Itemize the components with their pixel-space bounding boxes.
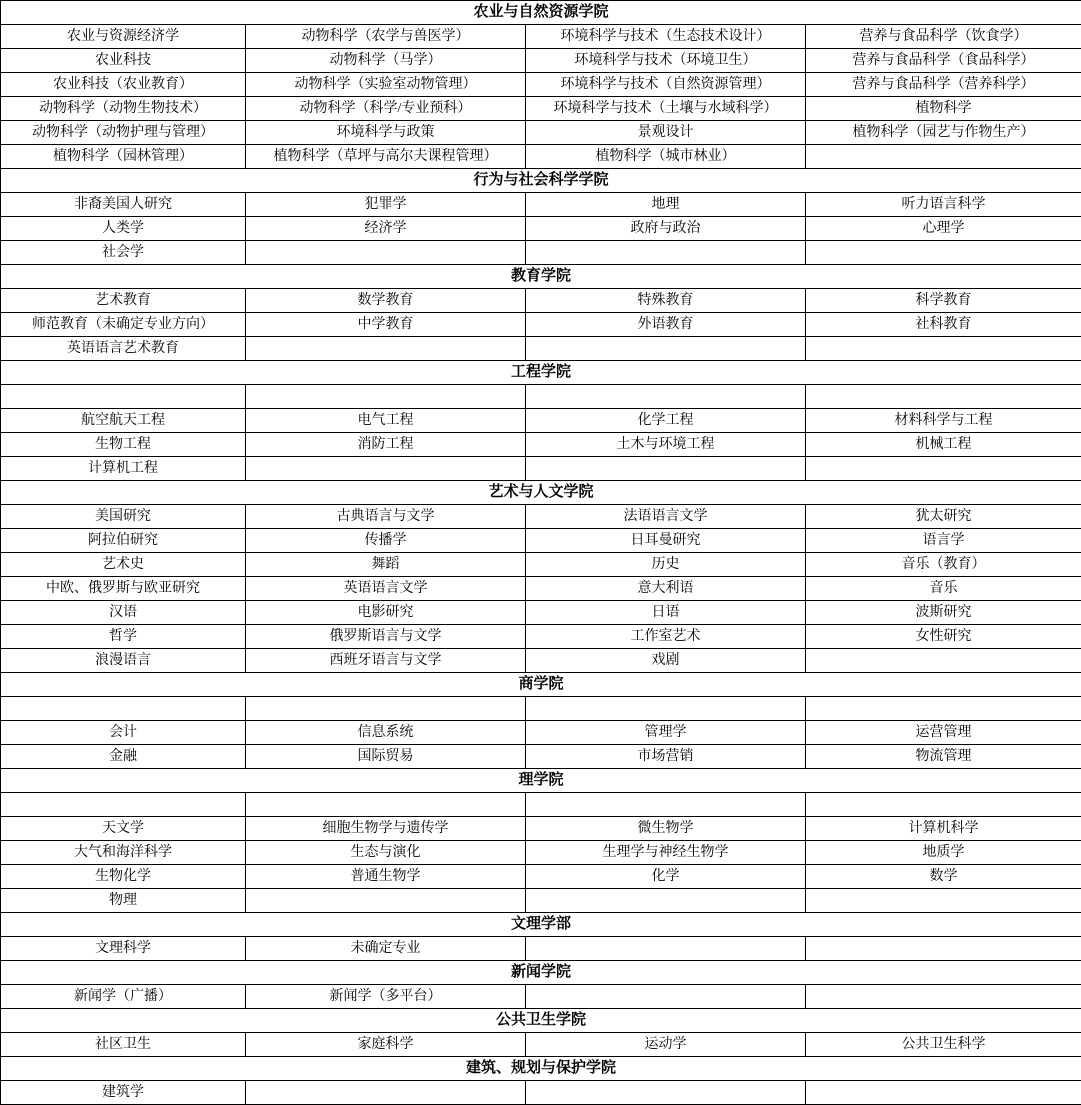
program-cell: 天文学 xyxy=(1,817,246,841)
table-row xyxy=(1,721,1081,745)
table-row xyxy=(1,217,1081,241)
program-cell: 犯罪学 xyxy=(246,193,526,217)
empty-cell xyxy=(246,241,526,265)
program-cell: 文理科学 xyxy=(1,937,246,961)
table-row xyxy=(1,817,1081,841)
empty-cell xyxy=(246,1081,526,1105)
program-cell: 管理学 xyxy=(526,721,806,745)
college-header-row xyxy=(1,961,1081,985)
college-header: 建筑、规划与保护学院 xyxy=(1,1057,1081,1081)
program-cell: 英语语言艺术教育 xyxy=(1,337,246,361)
table-row xyxy=(1,841,1081,865)
program-cell: 生态与演化 xyxy=(246,841,526,865)
empty-cell xyxy=(246,337,526,361)
college-header-row xyxy=(1,265,1081,289)
empty-cell xyxy=(806,457,1081,481)
program-cell: 建筑学 xyxy=(1,1081,246,1105)
program-cell: 植物科学 xyxy=(806,97,1081,121)
program-cell: 市场营销 xyxy=(526,745,806,769)
college-header: 教育学院 xyxy=(1,265,1081,289)
empty-cell xyxy=(806,889,1081,913)
program-cell: 环境科学与技术（土壤与水域科学） xyxy=(526,97,806,121)
college-header: 新闻学院 xyxy=(1,961,1081,985)
program-cell: 运营管理 xyxy=(806,721,1081,745)
empty-cell xyxy=(526,457,806,481)
college-header: 商学院 xyxy=(1,673,1081,697)
table-row xyxy=(1,601,1081,625)
program-cell: 消防工程 xyxy=(246,433,526,457)
college-header: 艺术与人文学院 xyxy=(1,481,1081,505)
empty-cell xyxy=(1,697,246,721)
program-cell: 会计 xyxy=(1,721,246,745)
program-cell: 电影研究 xyxy=(246,601,526,625)
empty-cell xyxy=(1,385,246,409)
program-cell: 动物科学（实验室动物管理） xyxy=(246,73,526,97)
program-cell: 土木与环境工程 xyxy=(526,433,806,457)
program-cell: 传播学 xyxy=(246,529,526,553)
table-row xyxy=(1,241,1081,265)
program-cell: 阿拉伯研究 xyxy=(1,529,246,553)
table-row xyxy=(1,337,1081,361)
program-cell: 公共卫生科学 xyxy=(806,1033,1081,1057)
program-cell: 日语 xyxy=(526,601,806,625)
program-cell: 社区卫生 xyxy=(1,1033,246,1057)
program-cell: 数学教育 xyxy=(246,289,526,313)
table-row xyxy=(1,889,1081,913)
empty-cell xyxy=(806,985,1081,1009)
table-row xyxy=(1,49,1081,73)
program-cell: 营养与食品科学（食品科学） xyxy=(806,49,1081,73)
program-cell: 非裔美国人研究 xyxy=(1,193,246,217)
table-row xyxy=(1,649,1081,673)
program-cell: 心理学 xyxy=(806,217,1081,241)
program-cell: 农业科技（农业教育） xyxy=(1,73,246,97)
program-cell: 植物科学（园艺与作物生产） xyxy=(806,121,1081,145)
program-cell: 材料科学与工程 xyxy=(806,409,1081,433)
table-row xyxy=(1,1033,1081,1057)
college-header-row xyxy=(1,1057,1081,1081)
table-row xyxy=(1,553,1081,577)
empty-cell xyxy=(806,697,1081,721)
program-cell: 中学教育 xyxy=(246,313,526,337)
table-row xyxy=(1,1081,1081,1105)
program-cell: 哲学 xyxy=(1,625,246,649)
college-header: 理学院 xyxy=(1,769,1081,793)
program-cell: 中欧、俄罗斯与欧亚研究 xyxy=(1,577,246,601)
program-cell: 动物科学（马学） xyxy=(246,49,526,73)
college-header-row xyxy=(1,361,1081,385)
program-cell: 政府与政治 xyxy=(526,217,806,241)
program-cell: 人类学 xyxy=(1,217,246,241)
table-row xyxy=(1,97,1081,121)
table-row xyxy=(1,193,1081,217)
table-row xyxy=(1,433,1081,457)
empty-cell xyxy=(806,145,1081,169)
table-row xyxy=(1,697,1081,721)
table-row xyxy=(1,73,1081,97)
empty-cell xyxy=(246,697,526,721)
empty-cell xyxy=(246,793,526,817)
program-cell: 生理学与神经生物学 xyxy=(526,841,806,865)
program-cell: 细胞生物学与遗传学 xyxy=(246,817,526,841)
table-row xyxy=(1,289,1081,313)
program-cell: 日耳曼研究 xyxy=(526,529,806,553)
program-cell: 意大利语 xyxy=(526,577,806,601)
program-cell: 环境科学与技术（环境卫生） xyxy=(526,49,806,73)
college-header-row xyxy=(1,169,1081,193)
college-header: 工程学院 xyxy=(1,361,1081,385)
program-cell: 物理 xyxy=(1,889,246,913)
program-cell: 新闻学（广播） xyxy=(1,985,246,1009)
table-row xyxy=(1,385,1081,409)
table-row xyxy=(1,145,1081,169)
program-cell: 家庭科学 xyxy=(246,1033,526,1057)
program-cell: 动物科学（动物护理与管理） xyxy=(1,121,246,145)
program-cell: 农业科技 xyxy=(1,49,246,73)
table-body xyxy=(1,1,1081,1105)
program-cell: 历史 xyxy=(526,553,806,577)
program-cell: 电气工程 xyxy=(246,409,526,433)
empty-cell xyxy=(246,457,526,481)
table-row xyxy=(1,865,1081,889)
table-row xyxy=(1,457,1081,481)
program-cell: 浪漫语言 xyxy=(1,649,246,673)
table-row xyxy=(1,985,1081,1009)
program-cell: 音乐（教育） xyxy=(806,553,1081,577)
program-cell: 计算机科学 xyxy=(806,817,1081,841)
college-header-row xyxy=(1,1,1081,25)
program-cell: 西班牙语言与文学 xyxy=(246,649,526,673)
empty-cell xyxy=(526,937,806,961)
program-cell: 科学教育 xyxy=(806,289,1081,313)
table-row xyxy=(1,793,1081,817)
empty-cell xyxy=(806,241,1081,265)
program-cell: 运动学 xyxy=(526,1033,806,1057)
college-header-row xyxy=(1,481,1081,505)
table-row xyxy=(1,529,1081,553)
program-cell: 特殊教育 xyxy=(526,289,806,313)
college-header-row xyxy=(1,913,1081,937)
empty-cell xyxy=(526,889,806,913)
program-cell: 未确定专业 xyxy=(246,937,526,961)
empty-cell xyxy=(806,937,1081,961)
program-cell: 艺术教育 xyxy=(1,289,246,313)
program-cell: 航空航天工程 xyxy=(1,409,246,433)
program-cell: 植物科学（草坪与高尔夫课程管理） xyxy=(246,145,526,169)
table-row xyxy=(1,625,1081,649)
program-cell: 农业与资源经济学 xyxy=(1,25,246,49)
program-cell: 地理 xyxy=(526,193,806,217)
college-header-row xyxy=(1,673,1081,697)
college-header: 农业与自然资源学院 xyxy=(1,1,1081,25)
program-cell: 环境科学与技术（生态技术设计） xyxy=(526,25,806,49)
empty-cell xyxy=(806,649,1081,673)
program-cell: 动物科学（农学与兽医学） xyxy=(246,25,526,49)
program-cell: 古典语言与文学 xyxy=(246,505,526,529)
program-cell: 国际贸易 xyxy=(246,745,526,769)
college-header: 文理学部 xyxy=(1,913,1081,937)
program-cell: 戏剧 xyxy=(526,649,806,673)
empty-cell xyxy=(526,697,806,721)
program-cell: 经济学 xyxy=(246,217,526,241)
table-row xyxy=(1,745,1081,769)
program-cell: 汉语 xyxy=(1,601,246,625)
program-cell: 环境科学与技术（自然资源管理） xyxy=(526,73,806,97)
table-row xyxy=(1,409,1081,433)
empty-cell xyxy=(806,337,1081,361)
table-row xyxy=(1,25,1081,49)
program-cell: 音乐 xyxy=(806,577,1081,601)
program-cell: 社科教育 xyxy=(806,313,1081,337)
empty-cell xyxy=(526,241,806,265)
college-header: 公共卫生学院 xyxy=(1,1009,1081,1033)
program-cell: 动物科学（科学/专业预科） xyxy=(246,97,526,121)
program-cell: 物流管理 xyxy=(806,745,1081,769)
program-cell: 外语教育 xyxy=(526,313,806,337)
program-cell: 化学 xyxy=(526,865,806,889)
college-header-row xyxy=(1,1009,1081,1033)
program-cell: 法语语言文学 xyxy=(526,505,806,529)
college-header: 行为与社会科学学院 xyxy=(1,169,1081,193)
program-cell: 艺术史 xyxy=(1,553,246,577)
empty-cell xyxy=(526,985,806,1009)
college-header-row xyxy=(1,769,1081,793)
empty-cell xyxy=(246,385,526,409)
program-cell: 景观设计 xyxy=(526,121,806,145)
program-cell: 舞蹈 xyxy=(246,553,526,577)
empty-cell xyxy=(526,1081,806,1105)
program-cell: 普通生物学 xyxy=(246,865,526,889)
empty-cell xyxy=(526,337,806,361)
program-cell: 新闻学（多平台） xyxy=(246,985,526,1009)
table-row xyxy=(1,313,1081,337)
empty-cell xyxy=(526,385,806,409)
program-cell: 美国研究 xyxy=(1,505,246,529)
program-cell: 机械工程 xyxy=(806,433,1081,457)
program-cell: 植物科学（园林管理） xyxy=(1,145,246,169)
program-cell: 波斯研究 xyxy=(806,601,1081,625)
empty-cell xyxy=(526,793,806,817)
program-cell: 大气和海洋科学 xyxy=(1,841,246,865)
program-cell: 俄罗斯语言与文学 xyxy=(246,625,526,649)
empty-cell xyxy=(806,1081,1081,1105)
empty-cell xyxy=(806,793,1081,817)
program-cell: 植物科学（城市林业） xyxy=(526,145,806,169)
program-cell: 英语语言文学 xyxy=(246,577,526,601)
program-cell: 听力语言科学 xyxy=(806,193,1081,217)
table-row xyxy=(1,577,1081,601)
program-cell: 计算机工程 xyxy=(1,457,246,481)
program-cell: 工作室艺术 xyxy=(526,625,806,649)
program-cell: 师范教育（未确定专业方向） xyxy=(1,313,246,337)
program-cell: 化学工程 xyxy=(526,409,806,433)
table-row xyxy=(1,121,1081,145)
program-cell: 数学 xyxy=(806,865,1081,889)
program-cell: 语言学 xyxy=(806,529,1081,553)
program-cell: 生物工程 xyxy=(1,433,246,457)
program-cell: 营养与食品科学（饮食学） xyxy=(806,25,1081,49)
program-cell: 社会学 xyxy=(1,241,246,265)
program-cell: 金融 xyxy=(1,745,246,769)
program-cell: 动物科学（动物生物技术） xyxy=(1,97,246,121)
program-cell: 地质学 xyxy=(806,841,1081,865)
empty-cell xyxy=(806,385,1081,409)
program-cell: 微生物学 xyxy=(526,817,806,841)
empty-cell xyxy=(246,889,526,913)
program-cell: 营养与食品科学（营养科学） xyxy=(806,73,1081,97)
program-cell: 信息系统 xyxy=(246,721,526,745)
program-cell: 犹太研究 xyxy=(806,505,1081,529)
program-cell: 生物化学 xyxy=(1,865,246,889)
table-row xyxy=(1,505,1081,529)
program-cell: 环境科学与政策 xyxy=(246,121,526,145)
empty-cell xyxy=(1,793,246,817)
table-row xyxy=(1,937,1081,961)
program-cell: 女性研究 xyxy=(806,625,1081,649)
